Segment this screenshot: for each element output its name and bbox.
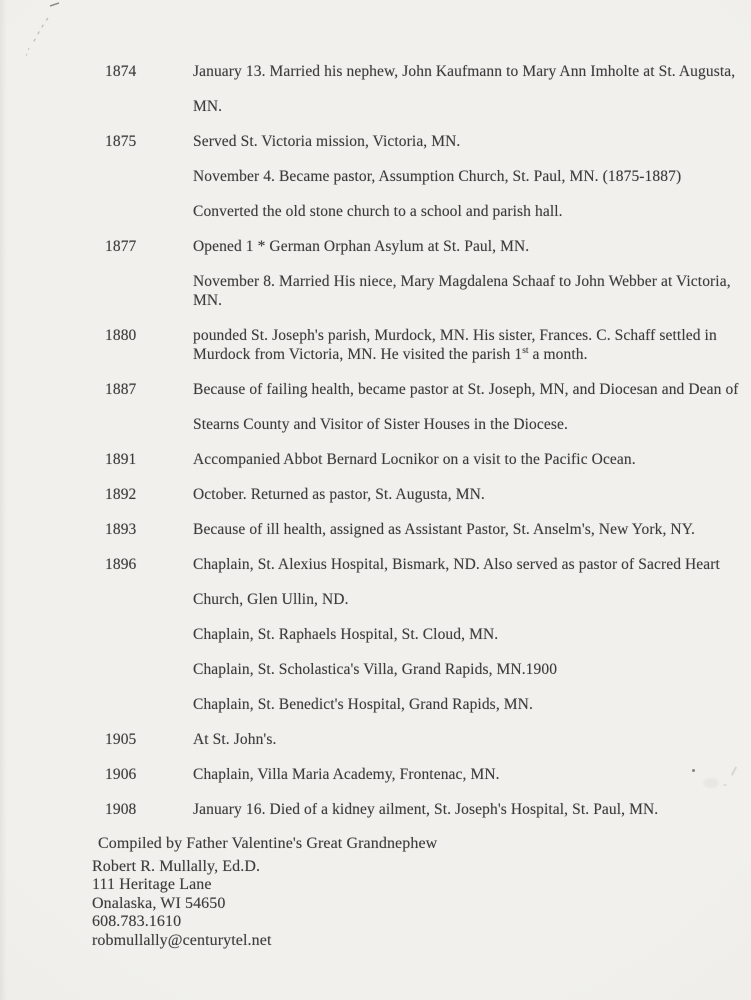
timeline-text-line bbox=[193, 345, 751, 364]
timeline-entry bbox=[0, 765, 751, 800]
line-text: a month. bbox=[528, 346, 588, 363]
timeline-text-line: Chaplain, St. Benedict's Hospital, Grand Rapids, MN. bbox=[193, 696, 533, 713]
timeline-text-line: Because of failing health, became pastor at St. Joseph, MN, and Diocesan and Dean of bbox=[193, 381, 739, 398]
timeline-text-line: Chaplain, St. Raphaels Hospital, St. Cloud, MN. bbox=[193, 626, 499, 643]
ordinal-superscript: st bbox=[522, 346, 529, 356]
timeline-text-line: MN. bbox=[193, 98, 223, 115]
timeline-entry bbox=[0, 62, 751, 132]
timeline-text-line: Chaplain, St. Alexius Hospital, Bismark, ND. Also served as pastor of Sacred Heart bbox=[193, 556, 720, 573]
timeline-text-line: Converted the old stone church to a school and parish hall. bbox=[193, 203, 563, 220]
compiler-name: Robert R. Mullally, Ed.D. bbox=[92, 857, 261, 875]
timeline-year: 1893 bbox=[105, 521, 137, 538]
timeline-year: 1891 bbox=[105, 451, 137, 468]
timeline-entry bbox=[0, 380, 751, 450]
timeline-text-line: At St. John's. bbox=[193, 731, 277, 748]
paper-speck bbox=[692, 769, 695, 772]
timeline-year: 1887 bbox=[105, 381, 137, 398]
timeline-text-line: pounded St. Joseph's parish, Murdock, MN. His sister, Frances. C. Schaff settled in bbox=[193, 327, 717, 344]
timeline-text-line: November 8. Married His niece, Mary Magdalena Schaaf to John Webber at Victoria, bbox=[193, 273, 731, 290]
timeline-text-line: Chaplain, St. Scholastica's Villa, Grand Rapids, MN.1900 bbox=[193, 661, 558, 678]
timeline-entry bbox=[0, 132, 751, 237]
timeline-entry bbox=[0, 326, 751, 380]
timeline-entry-body bbox=[193, 765, 751, 800]
timeline-entry-body bbox=[193, 555, 751, 730]
timeline-text-line: MN. bbox=[193, 292, 223, 309]
timeline-entry-body bbox=[193, 237, 751, 326]
timeline-entry-body bbox=[193, 485, 751, 520]
timeline-entry bbox=[0, 555, 751, 730]
timeline-text-line: Opened 1 * German Orphan Asylum at St. Paul, MN. bbox=[193, 238, 530, 255]
timeline-entry bbox=[0, 520, 751, 555]
timeline-text-line: Accompanied Abbot Bernard Locnikor on a visit to the Pacific Ocean. bbox=[193, 451, 636, 468]
timeline-text-line: January 13. Married his nephew, John Kaufmann to Mary Ann Imholte at St. Augusta, bbox=[193, 63, 736, 80]
timeline-year: 1875 bbox=[105, 133, 137, 150]
timeline-year: 1908 bbox=[105, 801, 137, 818]
timeline-text-line: November 4. Became pastor, Assumption Church, St. Paul, MN. (1875-1887) bbox=[193, 168, 682, 185]
timeline-entry-body bbox=[193, 520, 751, 555]
timeline-text-line: January 16. Died of a kidney ailment, St. Joseph's Hospital, St. Paul, MN. bbox=[193, 801, 659, 818]
timeline-entry bbox=[0, 237, 751, 326]
timeline-entry bbox=[0, 800, 751, 835]
compiled-by-line: Compiled by Father Valentine's Great Grandnephew bbox=[98, 835, 438, 852]
timeline-year: 1906 bbox=[105, 766, 137, 783]
timeline-entry-body bbox=[193, 800, 751, 835]
email-address: robmullally@centurytel.net bbox=[92, 931, 272, 949]
timeline-entry bbox=[0, 450, 751, 485]
timeline-text-line: Chaplain, Villa Maria Academy, Frontenac, MN. bbox=[193, 766, 500, 783]
timeline-text-line: Stearns County and Visitor of Sister Houses in the Diocese. bbox=[193, 416, 568, 433]
timeline-text-line: Church, Glen Ullin, ND. bbox=[193, 591, 349, 608]
timeline-year: 1905 bbox=[105, 731, 137, 748]
timeline-year: 1877 bbox=[105, 238, 137, 255]
timeline-entry-body bbox=[193, 326, 751, 380]
timeline-entry-body bbox=[193, 380, 751, 450]
timeline-entry-body bbox=[193, 132, 751, 237]
timeline-year: 1880 bbox=[105, 327, 137, 344]
timeline-text-line: Served St. Victoria mission, Victoria, MN. bbox=[193, 133, 461, 150]
timeline-year: 1892 bbox=[105, 486, 137, 503]
timeline-entry-body bbox=[193, 62, 751, 132]
timeline bbox=[0, 62, 751, 835]
footer-block bbox=[92, 835, 437, 950]
address-line-1: 111 Heritage Lane bbox=[92, 876, 212, 893]
timeline-text-line: Because of ill health, assigned as Assistant Pastor, St. Anselm's, New York, NY. bbox=[193, 521, 695, 538]
timeline-entry bbox=[0, 730, 751, 765]
timeline-year: 1896 bbox=[105, 556, 137, 573]
paper-speck bbox=[703, 778, 719, 788]
timeline-text-line: October. Returned as pastor, St. Augusta, MN. bbox=[193, 486, 485, 503]
paper-speck bbox=[723, 784, 727, 786]
line-text: Murdock from Victoria, MN. He visited the parish 1 bbox=[193, 346, 523, 363]
timeline-entry-body bbox=[193, 450, 751, 485]
timeline-year: 1874 bbox=[105, 63, 137, 80]
timeline-entry-body bbox=[193, 730, 751, 765]
address-line-2: Onalaska, WI 54650 bbox=[92, 894, 226, 912]
phone-number: 608.783.1610 bbox=[92, 913, 182, 930]
timeline-entry bbox=[0, 485, 751, 520]
